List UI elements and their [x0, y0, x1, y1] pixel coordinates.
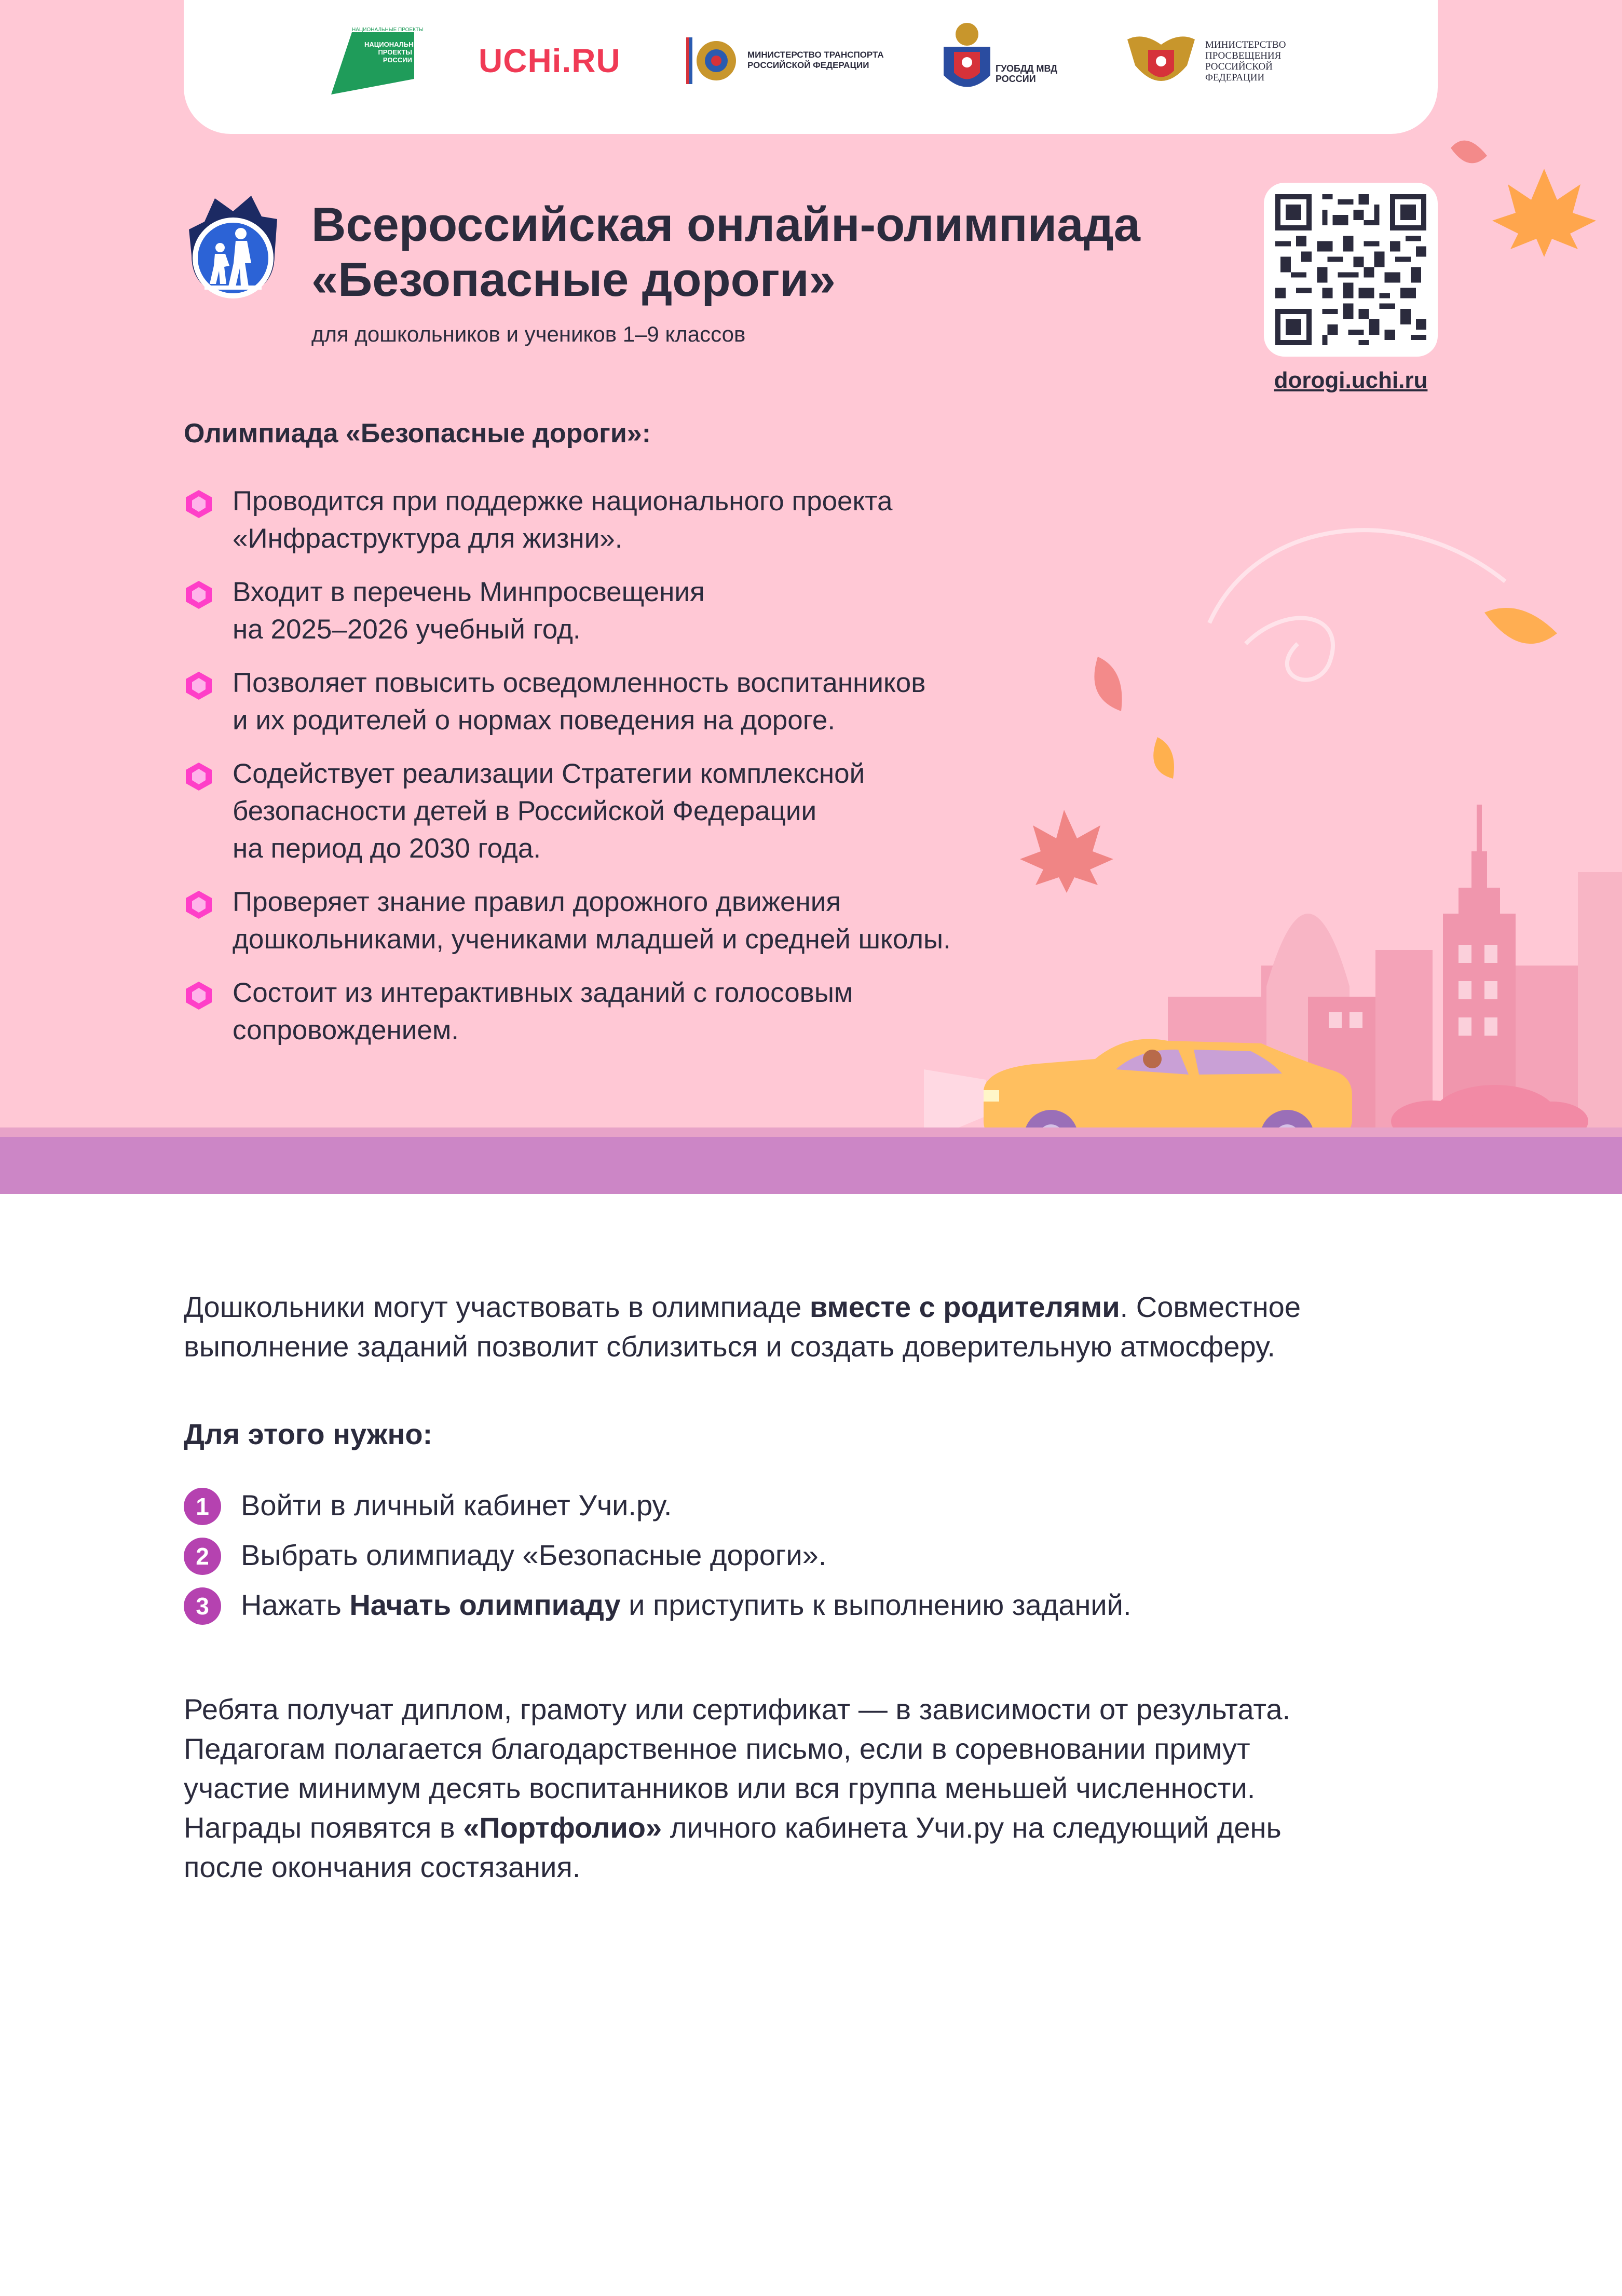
maple-leaf-icon — [1094, 657, 1122, 711]
step-number-badge: 3 — [184, 1587, 221, 1625]
step-item: 2 Выбрать олимпиаду «Безопасные дороги». — [184, 1536, 1132, 1575]
step-number-badge: 1 — [184, 1488, 221, 1525]
gem-bullet-icon — [184, 762, 214, 792]
road — [0, 1137, 1622, 1194]
awards-paragraph: Ребята получат диплом, грамоту или сертификат — в зависимости от результата. Педагогам полагается благодарственное письмо, если в соревновании примут участие минимум десять воспитанников или вся группа меньшей численности. Награды появятся в «Портфолио» личного кабинета Учи.ру на следующий день после окончания состязания. — [184, 1693, 1291, 1883]
maple-leaf-icon — [1492, 169, 1596, 257]
parents-paragraph: Дошкольники могут участвовать в олимпиаде вместе с родителями. Совместное выполнение заданий позволит сблизиться и создать доверительную атмосферу. — [184, 1290, 1301, 1363]
page-title: Всероссийская онлайн-олимпиада «Безопасные дороги» — [311, 198, 1140, 306]
maple-leaf-icon — [1484, 608, 1557, 644]
gem-bullet-icon — [184, 580, 214, 610]
gem-bullet-icon — [184, 981, 214, 1011]
national-projects-logo: НАЦИОНАЛЬНЫЕ ПРОЕКТЫ НАЦИОНАЛЬНЫЕ ПРОЕКТЫ РОССИИ — [331, 27, 414, 97]
sidewalk — [0, 1127, 1622, 1138]
gem-bullet-icon — [184, 489, 214, 519]
about-title: Олимпиада «Безопасные дороги»: — [184, 418, 651, 449]
list-item: Входит в перечень Минпросвещения на 2025–2026 учебный год. — [184, 574, 1040, 648]
gem-bullet-icon — [184, 890, 214, 920]
list-item: Содействует реализации Стратегии комплексной безопасности детей в Российской Федерации на период до 2030 года. — [184, 755, 1040, 867]
maple-leaf-icon — [1153, 737, 1174, 779]
list-item: Состоит из интерактивных заданий с голосовым сопровождением. — [184, 974, 1040, 1049]
gem-bullet-icon — [184, 671, 214, 701]
pedestrian-crossing-sign-icon — [184, 193, 282, 311]
list-item: Проверяет знание правил дорожного движения дошкольниками, учениками младшей и средней школы. — [184, 884, 1040, 958]
wind-curl — [1209, 530, 1505, 623]
steps-list — [184, 1486, 1132, 1635]
maple-leaf-icon — [1451, 141, 1487, 164]
steps-title: Для этого нужно: — [184, 1418, 433, 1450]
step-item: 3 Нажать Начать олимпиаду и приступить к выполнению заданий. — [184, 1585, 1132, 1625]
about-list — [184, 483, 1040, 1065]
qr-link[interactable]: dorogi.uchi.ru — [1274, 368, 1428, 393]
minpros-logo: МИНИСТЕРСТВО ПРОСВЕЩЕНИЯ РОССИЙСКОЙ ФЕДЕРАЦИИ — [1122, 29, 1309, 97]
list-item: Позволяет повысить осведомленность воспитанников и их родителей о нормах поведения на дороге. — [184, 664, 1040, 739]
wind-curl — [1246, 618, 1333, 680]
gibdd-logo: ГУОБДД МВД РОССИИ — [938, 21, 1063, 104]
qr-code-icon[interactable] — [1264, 183, 1438, 357]
uchi-ru-logo: UCHi.RU — [479, 42, 621, 79]
list-item: Проводится при поддержке национального проекта «Инфраструктура для жизни». — [184, 483, 1040, 558]
page-subtitle: для дошкольников и учеников 1–9 классов — [311, 322, 746, 346]
step-number-badge: 2 — [184, 1538, 221, 1575]
step-item: 1 Войти в личный кабинет Учи.ру. — [184, 1486, 1132, 1525]
mintrans-logo: МИНИСТЕРСТВО ТРАНСПОРТА РОССИЙСКОЙ ФЕДЕРАЦИИ — [685, 32, 893, 89]
